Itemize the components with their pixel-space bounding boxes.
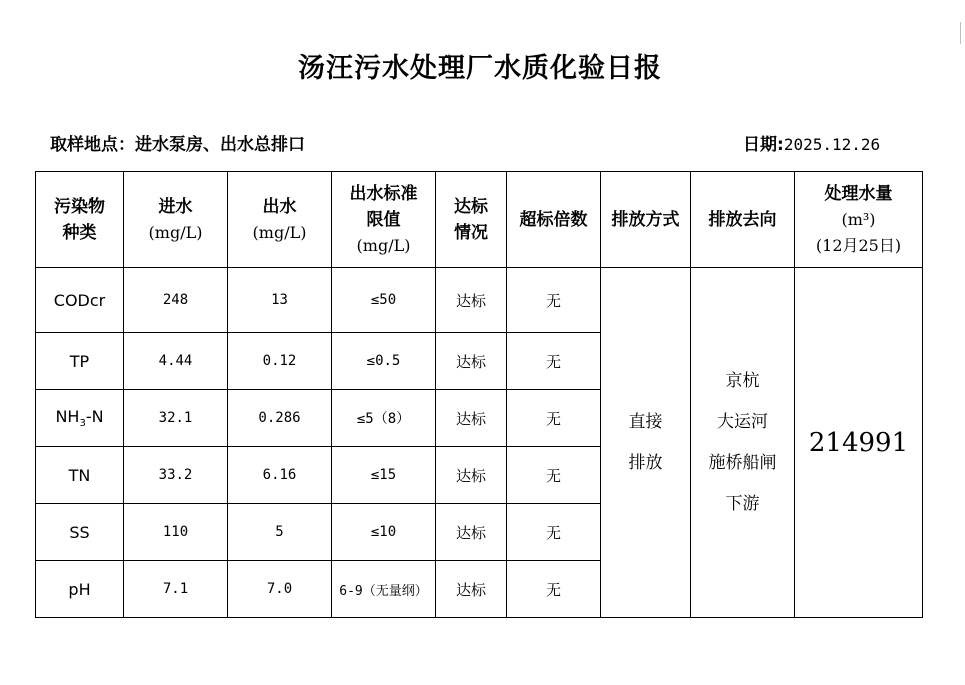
header-discharge-method: 排放方式 [601, 172, 691, 268]
row-effluent: 5 [228, 504, 332, 561]
discharge-method-cell: 直接 排放 [601, 268, 691, 618]
header-influent: 进水 (mg/L) [124, 172, 228, 268]
header-discharge-destination: 排放去向 [691, 172, 795, 268]
row-exceed: 无 [507, 390, 601, 447]
discharge-destination-cell: 京杭 大运河 施桥船闸 下游 [691, 268, 795, 618]
row-effluent: 0.286 [228, 390, 332, 447]
row-compliance: 达标 [436, 504, 507, 561]
report-title: 汤汪污水处理厂水质化验日报 [298, 53, 662, 84]
header-treated-volume: 处理水量 (m³) (12月25日) [795, 172, 923, 268]
row-standard: ≤10 [332, 504, 436, 561]
header-pollutant: 污染物 种类 [36, 172, 124, 268]
row-effluent: 6.16 [228, 447, 332, 504]
row-influent: 248 [124, 268, 228, 333]
row-compliance: 达标 [436, 447, 507, 504]
row-standard: ≤5（8） [332, 390, 436, 447]
row-exceed: 无 [507, 504, 601, 561]
header-effluent: 出水 (mg/L) [228, 172, 332, 268]
row-param: CODcr [36, 268, 124, 333]
header-compliance: 达标 情况 [436, 172, 507, 268]
row-influent: 32.1 [124, 390, 228, 447]
row-exceed: 无 [507, 333, 601, 390]
row-param: SS [36, 504, 124, 561]
row-influent: 33.2 [124, 447, 228, 504]
treated-volume-cell: 214991 [795, 268, 923, 618]
row-compliance: 达标 [436, 268, 507, 333]
row-compliance: 达标 [436, 333, 507, 390]
row-exceed: 无 [507, 447, 601, 504]
row-standard: ≤50 [332, 268, 436, 333]
row-compliance: 达标 [436, 390, 507, 447]
page-edge-mark [960, 22, 965, 44]
water-quality-table [35, 171, 923, 618]
row-influent: 110 [124, 504, 228, 561]
row-param: pH [36, 561, 124, 618]
row-effluent: 7.0 [228, 561, 332, 618]
sampling-location: 取样地点：进水泵房、出水总排口 [50, 135, 305, 155]
row-param: TN [36, 447, 124, 504]
row-standard: ≤0.5 [332, 333, 436, 390]
row-effluent: 0.12 [228, 333, 332, 390]
table-row [36, 268, 923, 333]
row-param: TP [36, 333, 124, 390]
date-value: 2025.12.26 [783, 135, 881, 154]
date-label: 日期: [743, 135, 784, 155]
report-date [743, 130, 880, 155]
header-exceed-multiple: 超标倍数 [507, 172, 601, 268]
row-influent: 4.44 [124, 333, 228, 390]
row-standard: 6-9（无量纲） [332, 561, 436, 618]
row-effluent: 13 [228, 268, 332, 333]
row-compliance: 达标 [436, 561, 507, 618]
table-header-row [36, 172, 923, 268]
row-exceed: 无 [507, 268, 601, 333]
header-standard: 出水标准 限值 (mg/L) [332, 172, 436, 268]
row-exceed: 无 [507, 561, 601, 618]
row-influent: 7.1 [124, 561, 228, 618]
row-standard: ≤15 [332, 447, 436, 504]
row-param: $NH_3-N$ [36, 390, 124, 447]
